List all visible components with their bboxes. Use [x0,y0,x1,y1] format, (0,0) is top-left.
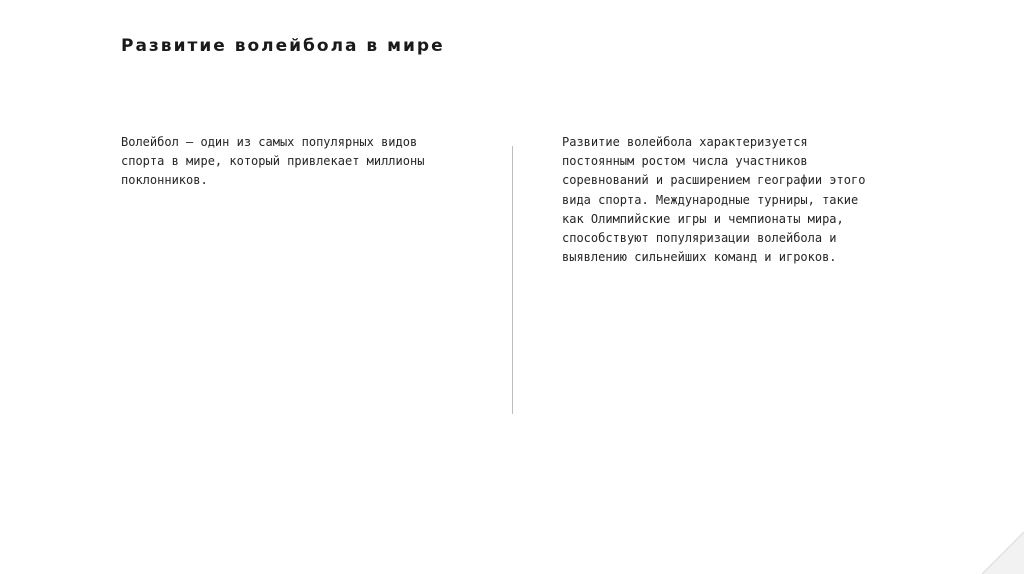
right-text-line: выявлению сильнейших команд и игроков. [562,250,837,265]
left-text-line: Волейбол — один из самых популярных видов [121,135,418,149]
right-text-line: вида спорта. Международные турниры, такие [562,192,859,207]
column-divider [512,146,513,414]
right-column-text [562,133,902,267]
right-text-line: как Олимпийские игры и чемпионаты мира, [562,211,844,226]
slide-title: Развитие волейбола в мире [121,36,445,56]
left-text-line: спорта в мире, который привлекает миллионы [121,154,425,169]
right-text-line: постоянным ростом числа участников [562,154,808,169]
right-text-line: способствуют популяризации волейбола и [562,231,837,246]
page-fold-icon [978,528,1024,574]
right-text-line: Развитие волейбола характеризуется [562,135,808,149]
left-column-text [121,133,461,191]
left-text-line: поклонников. [121,173,208,188]
right-text-line: соревнований и расширением географии этого [562,173,866,188]
